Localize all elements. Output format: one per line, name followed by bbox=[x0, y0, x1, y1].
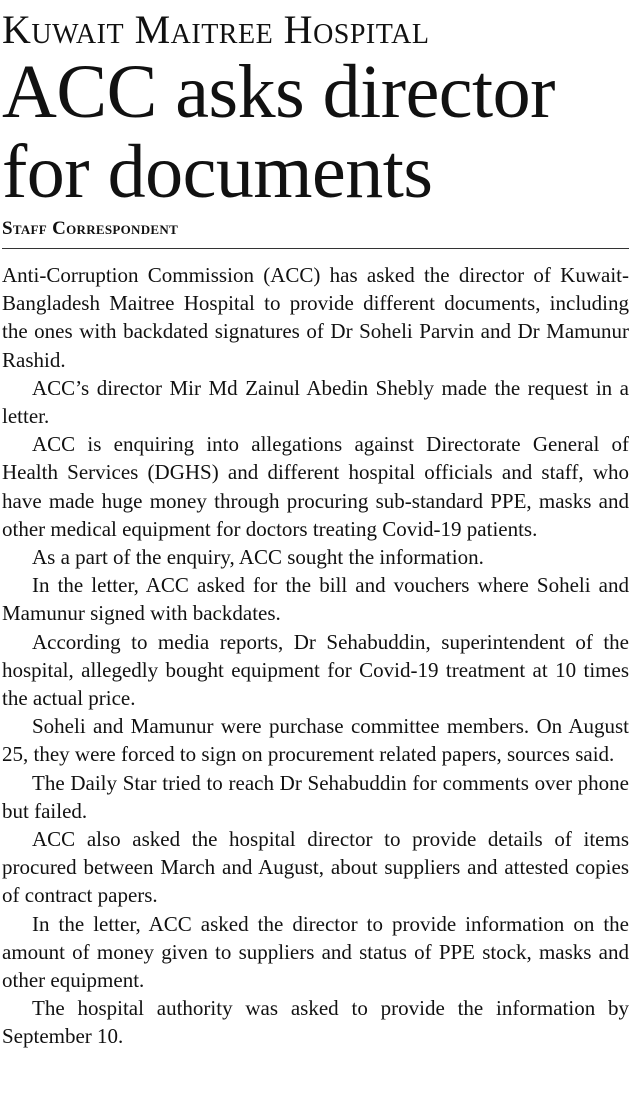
article-paragraph: As a part of the enquiry, ACC sought the information. bbox=[32, 545, 484, 570]
article-paragraph: Anti-Corruption Commission (ACC) has asked the director of Kuwait-Bangladesh Maitree Hospital to provide different documents, including the ones with backdated signatures of Dr Soheli Parvin and Dr Mamunur Rashid. bbox=[2, 263, 629, 372]
article-paragraph: The hospital authority was asked to provide the information by September 10. bbox=[2, 996, 629, 1049]
headline-line-1: ACC asks director bbox=[2, 50, 555, 134]
article-paragraph: ACC’s director Mir Md Zainul Abedin Shebly made the request in a letter. bbox=[2, 375, 629, 429]
article-headline bbox=[2, 52, 629, 212]
headline-line-2: for documents bbox=[2, 130, 433, 214]
article-byline: Staff Correspondent bbox=[2, 218, 179, 239]
article-paragraph: In the letter, ACC asked the director to provide information on the amount of money given to suppliers and status of PPE stock, masks and other equipment. bbox=[2, 911, 629, 993]
byline-divider bbox=[2, 248, 629, 249]
article-paragraph: Soheli and Mamunur were purchase committee members. On August 25, they were forced to sign on procurement related papers, sources said. bbox=[2, 714, 629, 767]
article-paragraph: ACC also asked the hospital director to provide details of items procured between March and August, about suppliers and attested copies of contract papers. bbox=[2, 827, 629, 908]
article-body bbox=[2, 261, 629, 1051]
article-paragraph: In the letter, ACC asked for the bill and vouchers where Soheli and Mamunur signed with backdates. bbox=[2, 573, 629, 626]
article-kicker: Kuwait Maitree Hospital bbox=[2, 7, 430, 52]
article-paragraph: According to media reports, Dr Sehabuddin, superintendent of the hospital, allegedly bought equipment for Covid-19 treatment at 10 times the actual price. bbox=[2, 629, 629, 711]
article-paragraph: The Daily Star tried to reach Dr Sehabuddin for comments over phone but failed. bbox=[2, 770, 629, 823]
article-paragraph: ACC is enquiring into allegations against Directorate General of Health Services (DGHS) and different hospital officials and staff, who have made huge money through procuring sub-standard PPE, masks and other medical equipment for doctors treating Covid-19 patients. bbox=[2, 432, 629, 541]
